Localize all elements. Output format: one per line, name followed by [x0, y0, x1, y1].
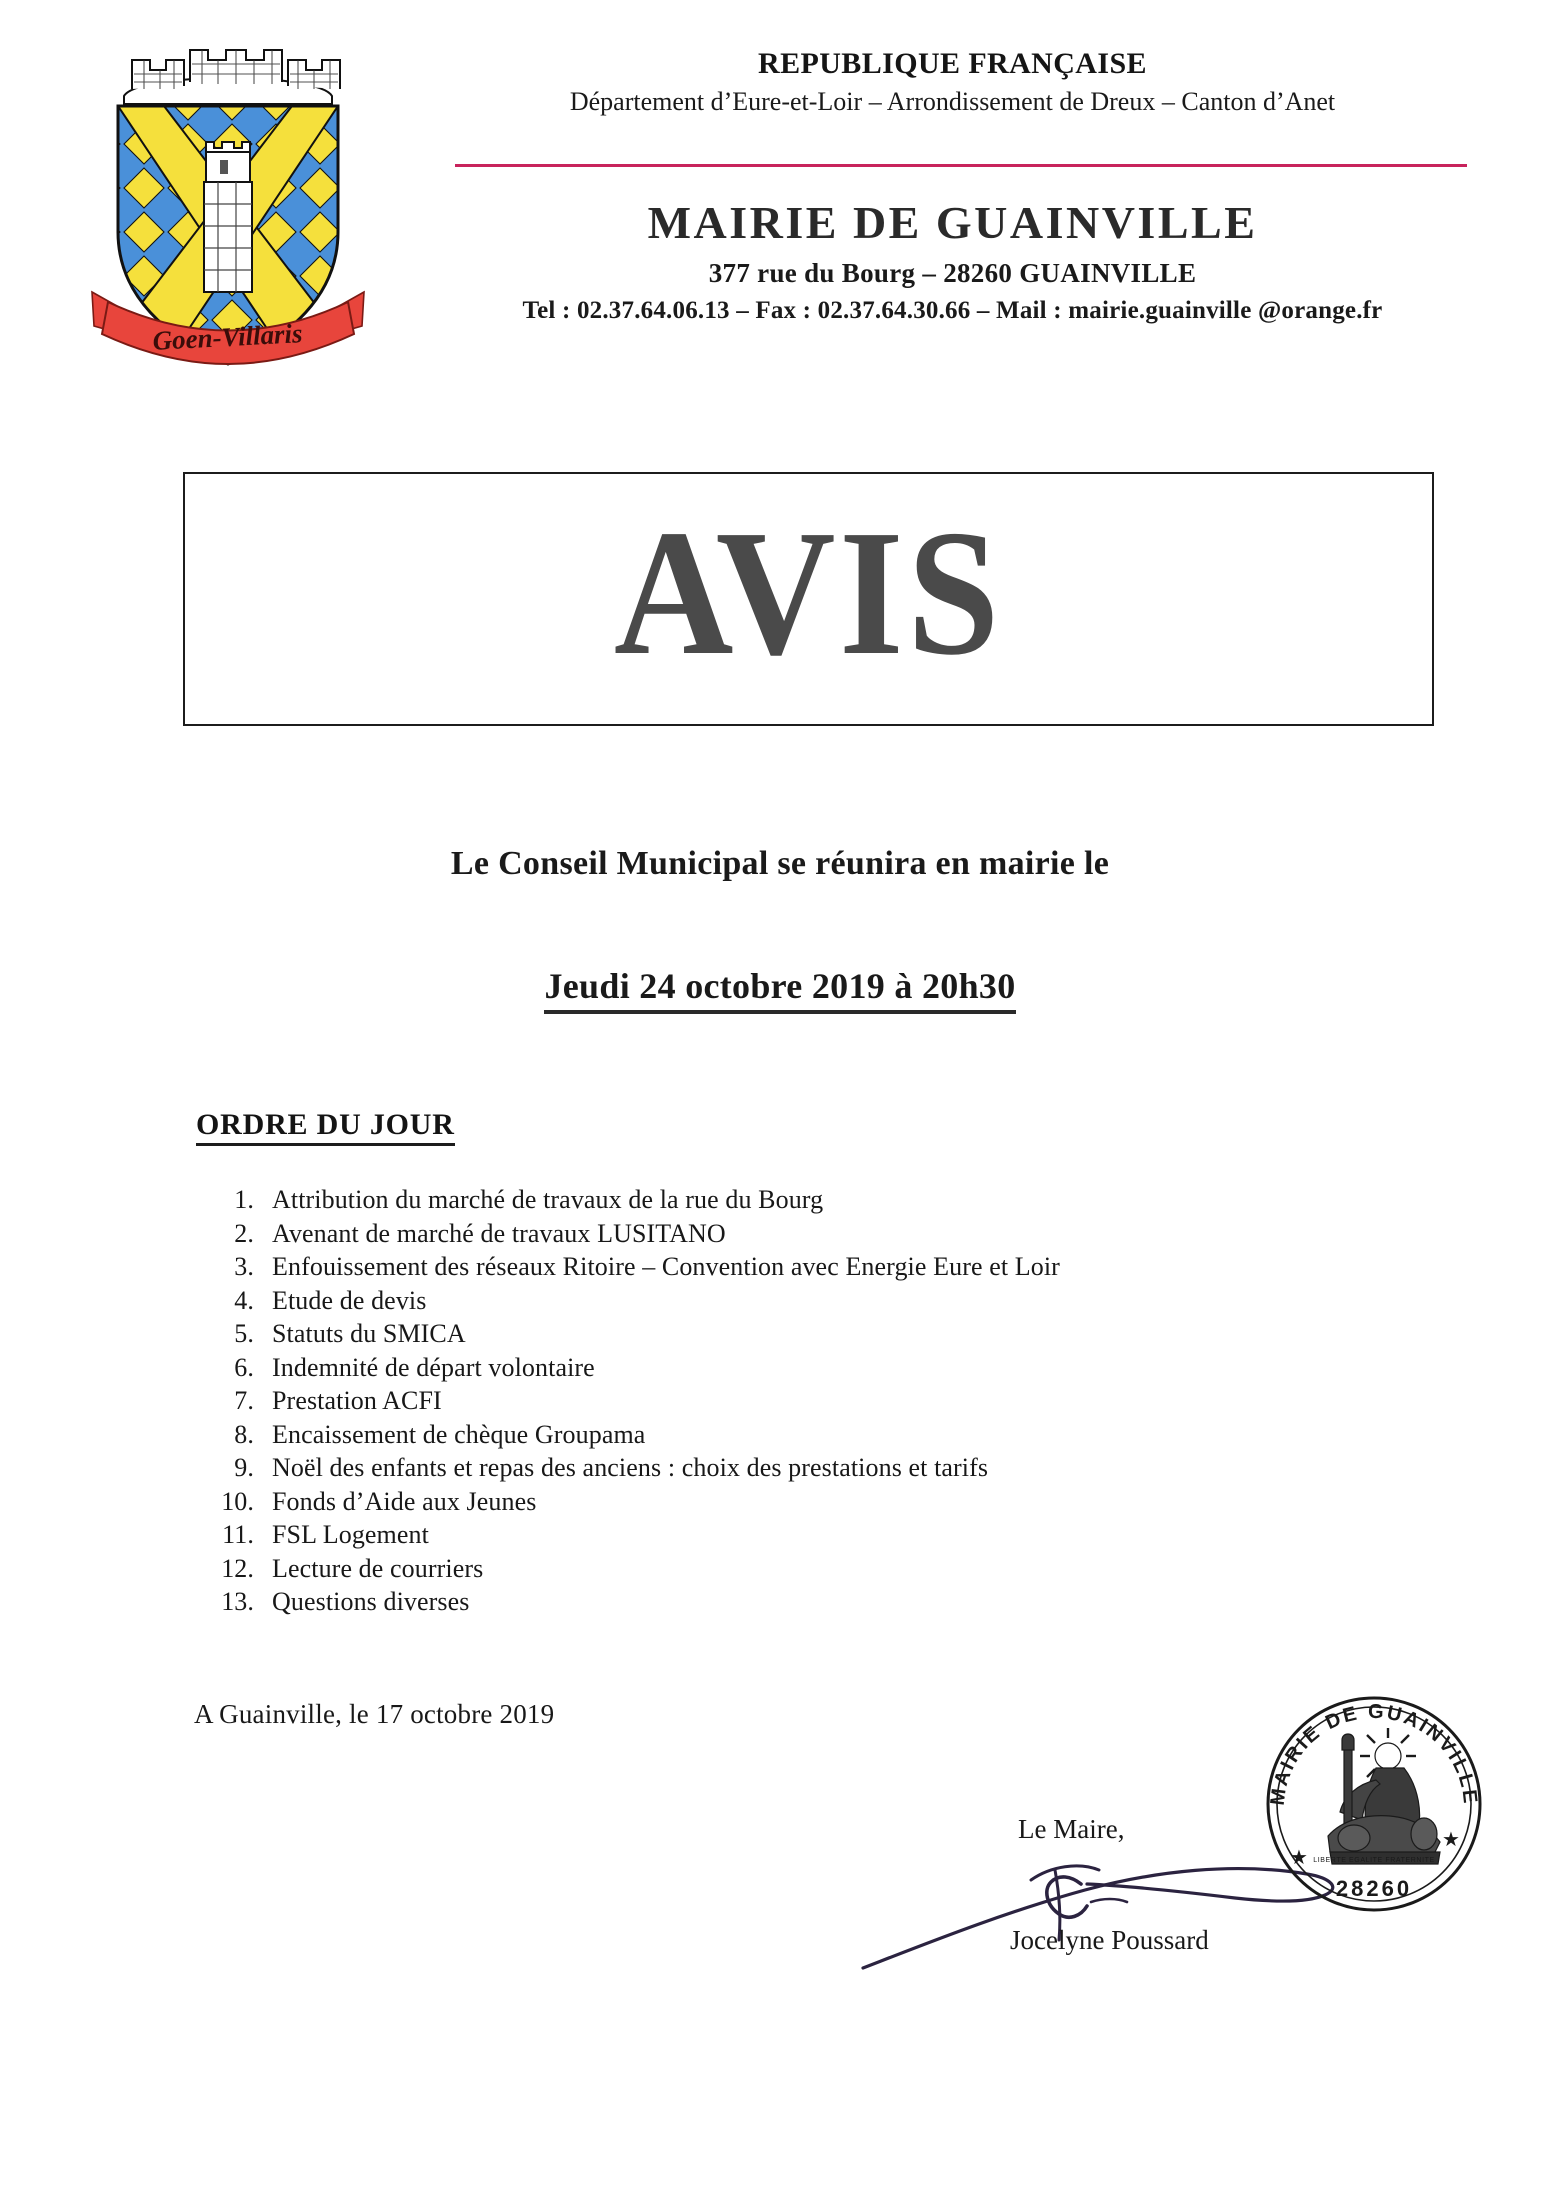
administrative-subdivision: Département d’Eure-et-Loir – Arrondissement de Dreux – Canton d’Anet [569, 86, 1336, 116]
notice-banner-word: AVIS [613, 493, 1004, 692]
town-hall-contact: Tel : 02.37.64.06.13 – Fax : 02.37.64.30.66 – Mail : mairie.guainville @orange.fr [522, 297, 1383, 324]
agenda-list [216, 1183, 1366, 1619]
coat-of-arms [78, 34, 378, 384]
agenda-item-number: 4. [234, 1285, 254, 1315]
header-divider-rule [455, 164, 1467, 167]
agenda-heading: ORDRE DU JOUR [196, 1108, 455, 1146]
marianne-figure-icon [1328, 1728, 1440, 1864]
crest-motto-text: Goen-Villaris [151, 318, 304, 356]
agenda-item-number: 3. [234, 1252, 254, 1281]
agenda-item-number: 13. [221, 1587, 254, 1616]
agenda-item [216, 1250, 1366, 1284]
agenda-item-number: 11. [222, 1520, 254, 1549]
agenda-item-text: Questions diverses [272, 1587, 470, 1616]
agenda-item-number: 10. [221, 1486, 254, 1516]
agenda-item-text: Encaissement de chèque Groupama [272, 1419, 646, 1449]
agenda-item [216, 1418, 1366, 1452]
agenda-item-number: 5. [234, 1319, 254, 1348]
agenda-item [216, 1451, 1366, 1485]
seal-top-text: MAIRIE DE GUAINVILLE [1266, 1700, 1482, 1807]
town-hall-address: 377 rue du Bourg – 28260 GUAINVILLE [708, 258, 1197, 288]
agenda-item [216, 1317, 1366, 1351]
document-header [0, 0, 1560, 400]
agenda-item-number: 9. [234, 1453, 254, 1482]
agenda-item [216, 1485, 1366, 1519]
seal-inner-motto: LIBERTE EGALITE FRATERNITE [1313, 1857, 1435, 1864]
seal-bottom-text: 28260 [1335, 1876, 1413, 1901]
signer-role-label: Le Maire, [1018, 1814, 1125, 1844]
agenda-item [216, 1284, 1366, 1318]
agenda-item-text: Noël des enfants et repas des anciens : choix des prestations et tarifs [272, 1453, 989, 1482]
agenda-item-text: Etude de devis [272, 1285, 427, 1315]
agenda-item-text: Prestation ACFI [272, 1386, 442, 1415]
signer-name: Jocelyne Poussard [1010, 1925, 1209, 1955]
agenda-item [216, 1585, 1366, 1619]
agenda-item [216, 1384, 1366, 1418]
agenda-item-number: 12. [221, 1553, 254, 1583]
agenda-item [216, 1217, 1366, 1251]
meeting-datetime: Jeudi 24 octobre 2019 à 20h30 [544, 965, 1015, 1014]
agenda-item-text: Enfouissement des réseaux Ritoire – Convention avec Energie Eure et Loir [272, 1252, 1060, 1281]
agenda-heading-container [196, 1108, 455, 1146]
header-text-block [400, 48, 1505, 116]
seal-star-right-icon: ★ [1442, 1829, 1460, 1851]
agenda-item-text: Indemnité de départ volontaire [272, 1352, 595, 1382]
agenda-item-text: Attribution du marché de travaux de la rue du Bourg [272, 1185, 824, 1214]
coat-of-arms-svg [78, 34, 378, 384]
official-seal-svg [1258, 1688, 1490, 1920]
mural-crown-icon [124, 50, 340, 104]
agenda-item-text: Fonds d’Aide aux Jeunes [272, 1486, 537, 1516]
agenda-item-number: 6. [234, 1352, 254, 1382]
seal-star-left-icon: ★ [1290, 1847, 1308, 1869]
agenda-item [216, 1552, 1366, 1586]
agenda-item-number: 7. [234, 1386, 254, 1415]
meeting-intro-text: Le Conseil Municipal se réunira en mairie le [450, 845, 1110, 882]
agenda-item-text: FSL Logement [272, 1520, 429, 1549]
agenda-item-number: 1. [234, 1185, 254, 1214]
agenda-item-text: Avenant de marché de travaux LUSITANO [272, 1218, 726, 1248]
agenda-item-text: Lecture de courriers [272, 1553, 484, 1583]
agenda-item-number: 8. [234, 1419, 254, 1449]
place-and-date: A Guainville, le 17 octobre 2019 [194, 1699, 555, 1729]
agenda-item [216, 1518, 1366, 1552]
town-hall-title: MAIRIE DE GUAINVILLE [647, 197, 1258, 248]
agenda-item-text: Statuts du SMICA [272, 1319, 466, 1348]
official-seal [1258, 1688, 1490, 1920]
republic-title: REPUBLIQUE FRANÇAISE [758, 47, 1147, 80]
agenda-item [216, 1183, 1366, 1217]
tower-charge [204, 142, 252, 292]
agenda-item [216, 1351, 1366, 1385]
notice-banner-box [183, 472, 1434, 726]
meeting-date-container [0, 965, 1560, 1014]
agenda-item-number: 2. [234, 1218, 254, 1248]
